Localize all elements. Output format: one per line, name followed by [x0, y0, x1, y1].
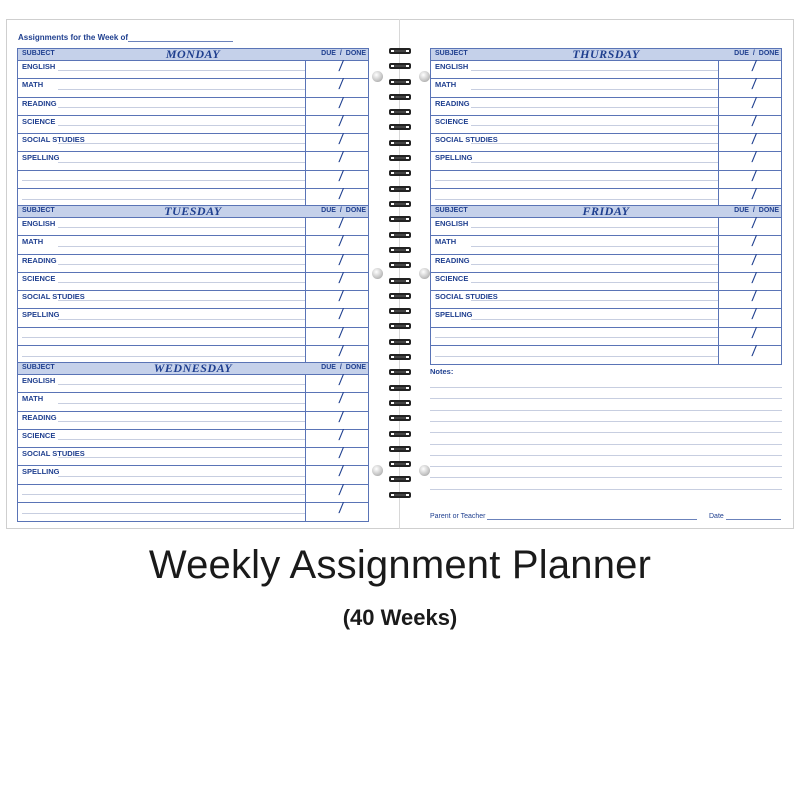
due-column-divider	[305, 328, 306, 345]
writing-line	[471, 300, 719, 301]
subject-row	[431, 324, 781, 346]
subject-label: SCIENCE	[22, 430, 56, 440]
subject-column-header: SUBJECT	[22, 207, 55, 214]
spiral-ring	[389, 369, 411, 375]
subject-row	[431, 288, 781, 309]
product-subtitle: (40 Weeks)	[342, 605, 458, 630]
parent-label: Parent or Teacher	[430, 513, 486, 520]
writing-line	[435, 337, 719, 338]
binder-hole	[372, 465, 383, 476]
spiral-ring	[389, 476, 411, 482]
spiral-ring	[389, 385, 411, 391]
day-name: FRIDAY	[582, 204, 630, 218]
writing-line	[58, 457, 306, 458]
due-column-divider	[305, 116, 306, 133]
due-done-slash: /	[337, 445, 345, 463]
subject-label: READING	[435, 98, 470, 108]
week-of-label: Assignments for the Week of	[18, 33, 129, 42]
spiral-ring	[389, 354, 411, 360]
notes-line	[430, 466, 782, 467]
due-done-slash: /	[337, 186, 345, 204]
subject-label: SOCIAL STUDIES	[22, 292, 85, 302]
binder-hole	[419, 268, 430, 279]
writing-line	[58, 384, 306, 385]
due-column-divider	[718, 61, 719, 78]
due-done-slash: /	[337, 94, 345, 112]
day-header	[18, 363, 368, 375]
due-done-slash: /	[750, 94, 758, 112]
spiral-ring	[389, 308, 411, 314]
day-block-thursday	[430, 48, 782, 208]
notes-line	[430, 410, 782, 411]
subject-row	[18, 149, 368, 170]
due-done-slash: /	[337, 463, 345, 481]
due-done-slash: /	[337, 58, 345, 75]
due-column-divider	[718, 309, 719, 326]
spiral-ring	[389, 216, 411, 222]
subject-label: SCIENCE	[22, 273, 56, 283]
due-done-slash: /	[337, 269, 345, 287]
subject-row	[18, 445, 368, 466]
subject-label: MATH	[22, 80, 44, 90]
subject-row	[431, 58, 781, 79]
due-done-slash: /	[750, 112, 758, 130]
due-column-divider	[305, 236, 306, 253]
subject-label: SCIENCE	[435, 116, 469, 126]
spiral-ring	[389, 278, 411, 284]
subject-row	[431, 306, 781, 327]
due-done-slash: /	[337, 251, 345, 269]
due-column-divider	[305, 412, 306, 429]
due-done-slash: /	[337, 390, 345, 408]
due-done-slash: /	[750, 58, 758, 75]
subject-label: ENGLISH	[22, 219, 56, 228]
subject-label: ENGLISH	[435, 62, 469, 71]
writing-line	[471, 246, 719, 247]
writing-line	[471, 70, 719, 71]
subject-row	[431, 251, 781, 273]
due-done-column-header: DUE / DONE	[321, 50, 366, 57]
due-done-slash: /	[337, 167, 345, 185]
due-column-divider	[718, 171, 719, 188]
due-column-divider	[305, 291, 306, 308]
subject-column-header: SUBJECT	[435, 50, 468, 57]
subject-row	[18, 251, 368, 273]
due-column-divider	[305, 485, 306, 502]
subject-row	[431, 131, 781, 152]
product-title: Weekly Assignment Planner	[148, 543, 652, 587]
subject-row	[431, 149, 781, 170]
due-done-slash: /	[750, 215, 758, 232]
subject-row	[18, 233, 368, 254]
parent-blank	[487, 512, 697, 520]
due-column-divider	[718, 134, 719, 151]
subject-label: READING	[435, 255, 470, 265]
due-column-divider	[305, 309, 306, 326]
writing-line	[58, 476, 306, 477]
due-column-divider	[718, 291, 719, 308]
writing-line	[58, 439, 306, 440]
writing-line	[22, 356, 306, 357]
day-block-friday	[430, 205, 782, 365]
week-of-line	[18, 33, 233, 42]
subject-row	[18, 481, 368, 503]
writing-line	[471, 264, 719, 265]
day-name: THURSDAY	[572, 47, 640, 61]
writing-line	[471, 162, 719, 163]
spiral-ring	[389, 262, 411, 268]
subject-row	[431, 167, 781, 189]
due-done-slash: /	[337, 481, 345, 499]
date-blank	[726, 512, 781, 520]
spiral-ring	[389, 140, 411, 146]
subject-row	[431, 233, 781, 254]
subject-label: SPELLING	[435, 153, 473, 163]
writing-line	[435, 199, 719, 200]
subject-row	[18, 426, 368, 448]
due-column-divider	[718, 152, 719, 169]
subject-row	[18, 94, 368, 116]
subject-label: SOCIAL STUDIES	[435, 292, 498, 302]
subject-label: READING	[22, 255, 57, 265]
due-done-slash: /	[337, 288, 345, 306]
due-done-slash: /	[750, 233, 758, 251]
due-column-divider	[718, 328, 719, 345]
subject-label: MATH	[435, 80, 457, 90]
due-done-slash: /	[337, 500, 345, 518]
writing-line	[471, 107, 719, 108]
writing-line	[471, 89, 719, 90]
subject-row	[431, 343, 781, 364]
subject-label: ENGLISH	[435, 219, 469, 228]
due-column-divider	[305, 503, 306, 521]
subject-row	[18, 215, 368, 236]
day-name: TUESDAY	[164, 204, 222, 218]
due-done-slash: /	[750, 149, 758, 167]
writing-line	[471, 143, 719, 144]
writing-line	[22, 337, 306, 338]
writing-line	[58, 319, 306, 320]
subject-row	[18, 408, 368, 430]
spiral-ring	[389, 293, 411, 299]
day-header	[431, 49, 781, 61]
spiral-ring	[389, 63, 411, 69]
subject-label: READING	[22, 412, 57, 422]
writing-line	[435, 180, 719, 181]
writing-line	[58, 300, 306, 301]
writing-line	[58, 246, 306, 247]
spiral-ring	[389, 323, 411, 329]
due-done-slash: /	[750, 343, 758, 361]
due-column-divider	[718, 236, 719, 253]
subject-row	[18, 167, 368, 189]
due-column-divider	[718, 218, 719, 235]
due-column-divider	[305, 61, 306, 78]
due-done-column-header: DUE / DONE	[321, 364, 366, 371]
writing-line	[58, 70, 306, 71]
due-column-divider	[305, 255, 306, 272]
spiral-ring	[389, 155, 411, 161]
subject-column-header: SUBJECT	[22, 364, 55, 371]
subject-label: SCIENCE	[435, 273, 469, 283]
due-done-slash: /	[337, 306, 345, 324]
due-done-slash: /	[337, 426, 345, 444]
due-done-slash: /	[750, 186, 758, 204]
day-block-tuesday	[17, 205, 369, 365]
due-done-slash: /	[750, 251, 758, 269]
spiral-ring	[389, 400, 411, 406]
subject-row	[18, 324, 368, 346]
spiral-ring	[389, 492, 411, 498]
day-block-monday	[17, 48, 369, 208]
due-done-slash: /	[750, 306, 758, 324]
due-column-divider	[305, 393, 306, 410]
spiral-ring	[389, 109, 411, 115]
subject-label: SCIENCE	[22, 116, 56, 126]
subject-row	[18, 372, 368, 393]
notes-line	[430, 444, 782, 445]
week-of-blank	[128, 33, 233, 42]
subject-row	[18, 112, 368, 134]
due-column-divider	[305, 448, 306, 465]
day-header	[431, 206, 781, 218]
spiral-ring	[389, 232, 411, 238]
due-column-divider	[305, 273, 306, 290]
spiral-ring	[389, 415, 411, 421]
subject-label: MATH	[22, 237, 44, 247]
day-header	[18, 206, 368, 218]
due-done-slash: /	[337, 112, 345, 130]
notes-line	[430, 432, 782, 433]
spiral-ring	[389, 48, 411, 54]
binder-hole	[419, 71, 430, 82]
notes-line	[430, 477, 782, 478]
writing-line	[22, 199, 306, 200]
due-column-divider	[305, 430, 306, 447]
subject-label: SOCIAL STUDIES	[22, 135, 85, 145]
due-done-slash: /	[337, 408, 345, 426]
notes-label: Notes:	[430, 367, 454, 376]
subject-label: MATH	[22, 394, 44, 404]
due-column-divider	[305, 79, 306, 96]
subject-column-header: SUBJECT	[22, 50, 55, 57]
subject-row	[18, 131, 368, 152]
due-column-divider	[718, 79, 719, 96]
due-done-slash: /	[337, 343, 345, 361]
subject-label: SPELLING	[22, 153, 60, 163]
writing-line	[58, 143, 306, 144]
subject-label: SPELLING	[435, 310, 473, 320]
due-done-slash: /	[337, 324, 345, 342]
subject-row	[431, 215, 781, 236]
spiral-ring	[389, 339, 411, 345]
due-done-slash: /	[337, 131, 345, 149]
due-column-divider	[718, 346, 719, 364]
binder-hole	[372, 268, 383, 279]
writing-line	[58, 162, 306, 163]
day-header	[18, 49, 368, 61]
subject-row	[18, 390, 368, 411]
due-done-slash: /	[750, 324, 758, 342]
due-done-slash: /	[337, 372, 345, 389]
spiral-ring	[389, 446, 411, 452]
subject-row	[431, 112, 781, 134]
subject-row	[18, 76, 368, 97]
notes-line	[430, 421, 782, 422]
due-column-divider	[718, 116, 719, 133]
binder-hole	[372, 71, 383, 82]
due-column-divider	[305, 152, 306, 169]
due-column-divider	[305, 171, 306, 188]
writing-line	[58, 227, 306, 228]
writing-line	[22, 494, 306, 495]
subject-label: ENGLISH	[22, 62, 56, 71]
due-done-slash: /	[337, 215, 345, 232]
subject-column-header: SUBJECT	[435, 207, 468, 214]
writing-line	[58, 264, 306, 265]
writing-line	[471, 125, 719, 126]
spiral-ring	[389, 124, 411, 130]
spiral-ring	[389, 186, 411, 192]
subject-label: SPELLING	[22, 310, 60, 320]
due-done-slash: /	[337, 76, 345, 94]
writing-line	[58, 107, 306, 108]
writing-line	[22, 180, 306, 181]
due-done-column-header: DUE / DONE	[734, 207, 779, 214]
subject-row	[431, 269, 781, 291]
subject-row	[18, 500, 368, 521]
subject-row	[18, 58, 368, 79]
subject-row	[18, 306, 368, 327]
spiral-ring	[389, 170, 411, 176]
due-column-divider	[718, 273, 719, 290]
subject-row	[18, 269, 368, 291]
day-name: WEDNESDAY	[153, 361, 233, 375]
due-done-slash: /	[750, 288, 758, 306]
due-column-divider	[305, 466, 306, 483]
writing-line	[435, 356, 719, 357]
notes-line	[430, 387, 782, 388]
spiral-ring	[389, 79, 411, 85]
writing-line	[58, 421, 306, 422]
subject-label: ENGLISH	[22, 376, 56, 385]
subject-label: MATH	[435, 237, 457, 247]
due-done-slash: /	[337, 233, 345, 251]
due-column-divider	[718, 98, 719, 115]
subject-label: SOCIAL STUDIES	[22, 449, 85, 459]
subject-row	[431, 94, 781, 116]
due-done-slash: /	[750, 131, 758, 149]
due-done-column-header: DUE / DONE	[734, 50, 779, 57]
due-done-column-header: DUE / DONE	[321, 207, 366, 214]
writing-line	[58, 403, 306, 404]
parent-signature-line	[430, 512, 697, 520]
writing-line	[471, 319, 719, 320]
spiral-ring	[389, 201, 411, 207]
date-label: Date	[709, 513, 724, 520]
due-done-slash: /	[337, 149, 345, 167]
writing-line	[471, 282, 719, 283]
due-column-divider	[305, 375, 306, 392]
due-column-divider	[305, 134, 306, 151]
due-done-slash: /	[750, 76, 758, 94]
spiral-ring	[389, 461, 411, 467]
due-column-divider	[718, 255, 719, 272]
subject-row	[18, 288, 368, 309]
due-column-divider	[305, 98, 306, 115]
binder-hole	[419, 465, 430, 476]
writing-line	[22, 513, 306, 514]
writing-line	[58, 89, 306, 90]
subject-label: READING	[22, 98, 57, 108]
day-name: MONDAY	[165, 47, 221, 61]
subject-row	[431, 76, 781, 97]
subject-label: SOCIAL STUDIES	[435, 135, 498, 145]
day-block-wednesday	[17, 362, 369, 522]
due-done-slash: /	[750, 269, 758, 287]
spiral-ring	[389, 431, 411, 437]
spiral-ring	[389, 247, 411, 253]
spiral-ring	[389, 94, 411, 100]
writing-line	[471, 227, 719, 228]
subject-label: SPELLING	[22, 467, 60, 477]
notes-line	[430, 455, 782, 456]
subject-row	[18, 463, 368, 484]
writing-line	[58, 125, 306, 126]
due-column-divider	[305, 218, 306, 235]
notes-line	[430, 489, 782, 490]
notes-line	[430, 398, 782, 399]
writing-line	[58, 282, 306, 283]
date-line	[709, 512, 781, 520]
due-done-slash: /	[750, 167, 758, 185]
